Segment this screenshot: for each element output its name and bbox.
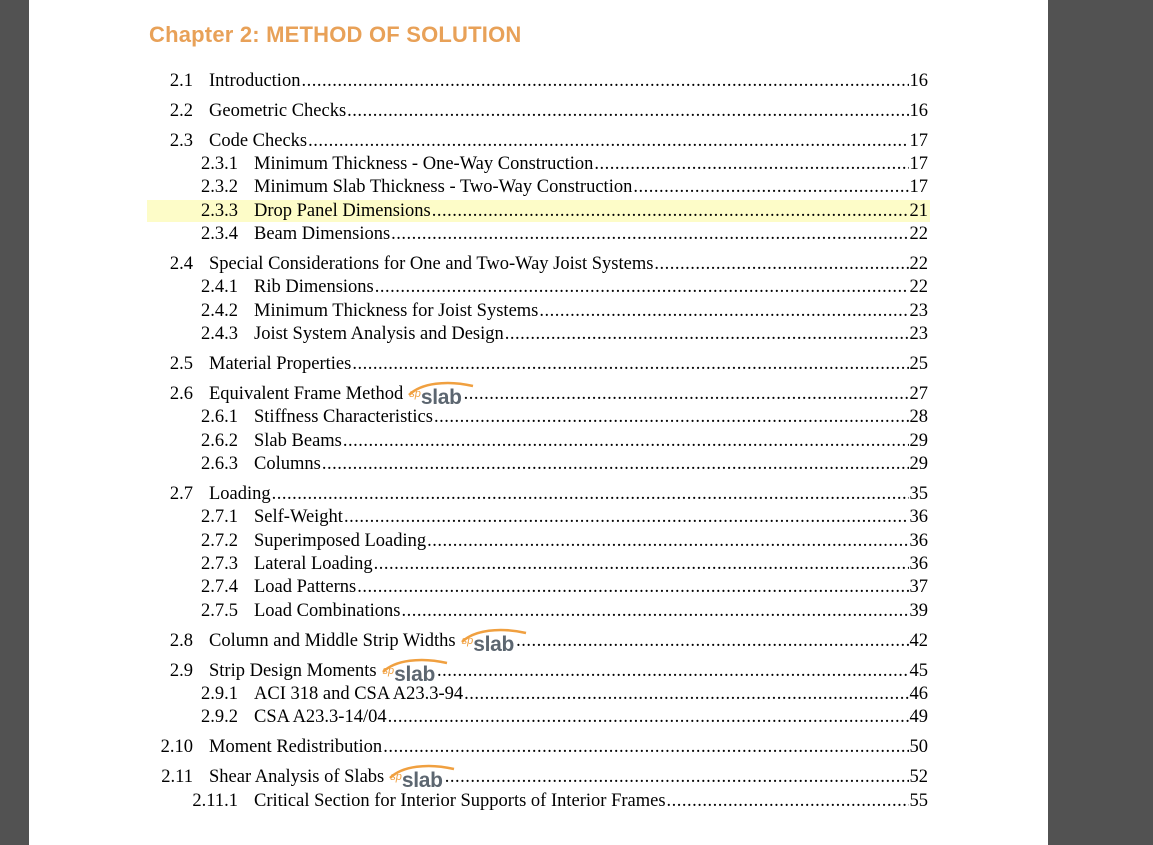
toc-entry[interactable] (29, 790, 1048, 812)
dot-leader (445, 766, 909, 788)
dot-leader (427, 530, 908, 552)
dot-leader (352, 353, 908, 375)
dot-leader (539, 300, 908, 322)
toc-entry[interactable] (29, 200, 1048, 222)
dot-leader (464, 683, 908, 705)
spslab-logo (390, 768, 442, 790)
toc-entry-title: Columns (254, 454, 321, 474)
toc-entry-page: 35 (909, 484, 928, 504)
toc-entry-page: 45 (909, 661, 928, 681)
toc-entry-title: Special Considerations for One and Two-Way Joist Systems (209, 254, 654, 274)
toc-entry[interactable] (29, 736, 1048, 758)
dot-leader (391, 223, 908, 245)
toc-entry[interactable] (29, 483, 1048, 505)
toc-entry-title: Geometric Checks (209, 101, 347, 121)
toc-entry-page: 49 (909, 707, 928, 727)
toc-entry-title: Joist System Analysis and Design (254, 324, 504, 344)
toc-entry-title: Loading (209, 484, 271, 504)
spslab-logo (383, 662, 435, 684)
toc-entry[interactable] (29, 530, 1048, 552)
logo-slab-text: slab (401, 769, 443, 792)
toc-entry-number: 2.6 (169, 384, 193, 404)
toc-entry-page: 29 (909, 454, 928, 474)
logo-slab-text: slab (420, 386, 462, 409)
toc-entry-number: 2.3 (169, 131, 193, 151)
toc-entry-title: Minimum Thickness - One-Way Construction (254, 154, 594, 174)
toc-entry[interactable] (29, 683, 1048, 705)
toc-entry-title: Drop Panel Dimensions (254, 201, 431, 221)
toc-entry-page: 37 (909, 577, 928, 597)
toc-entry-number: 2.7.4 (201, 577, 238, 597)
toc-entry-page: 46 (909, 684, 928, 704)
toc-entry-page: 21 (909, 201, 928, 221)
toc-entry-number: 2.6.1 (201, 407, 238, 427)
dot-leader (347, 100, 908, 122)
toc-entry-number: 2.2 (169, 101, 193, 121)
toc-entry-page: 36 (909, 554, 928, 574)
toc-entry-title: Introduction (209, 71, 301, 91)
dot-leader (308, 130, 908, 152)
dot-leader (301, 70, 908, 92)
toc-entry[interactable] (29, 276, 1048, 298)
toc-entry-page: 27 (909, 384, 928, 404)
toc-entry[interactable] (29, 453, 1048, 475)
toc-entry-page: 16 (909, 71, 928, 91)
logo-sp-text: sp (409, 388, 421, 400)
toc-entry[interactable] (29, 176, 1048, 198)
toc-entry-number: 2.11.1 (192, 791, 238, 811)
dot-leader (633, 176, 908, 198)
toc-entry-number: 2.4.2 (201, 301, 238, 321)
toc-entry[interactable] (29, 630, 1048, 656)
dot-leader (343, 430, 909, 452)
dot-leader (594, 153, 908, 175)
toc-entry-page: 42 (909, 631, 928, 651)
toc-entry-title: Minimum Thickness for Joist Systems (254, 301, 539, 321)
toc-entry-page: 22 (909, 224, 928, 244)
toc-entry-number: 2.3.4 (201, 224, 238, 244)
toc-entry-title: Self-Weight (254, 507, 343, 527)
dot-leader (375, 276, 909, 298)
toc-entry-number: 2.3.2 (201, 177, 238, 197)
toc-entry-title: Column and Middle Strip Widths (209, 631, 456, 651)
toc-entry-page: 16 (909, 101, 928, 121)
toc-entry[interactable] (29, 576, 1048, 598)
toc-entry-number: 2.9 (169, 661, 193, 681)
toc-entry-page: 23 (909, 324, 928, 344)
spslab-logo (409, 385, 461, 407)
dot-leader (516, 630, 908, 652)
dot-leader (374, 553, 909, 575)
toc-entry[interactable] (29, 383, 1048, 409)
dot-leader (388, 706, 909, 728)
toc-entry[interactable] (29, 153, 1048, 175)
toc-entry[interactable] (29, 100, 1048, 122)
toc-entry[interactable] (29, 323, 1048, 345)
toc-entry[interactable] (29, 706, 1048, 728)
toc-entry-number: 2.7.5 (201, 601, 238, 621)
toc-entry-title: Equivalent Frame Method (209, 384, 404, 404)
toc-entry-title: Moment Redistribution (209, 737, 383, 757)
toc-entry-page: 17 (909, 177, 928, 197)
toc-entry-title: Superimposed Loading (254, 531, 427, 551)
toc-entry[interactable] (29, 253, 1048, 275)
toc-entry-number: 2.8 (169, 631, 193, 651)
spslab-logo (462, 632, 514, 654)
toc-entry-page: 36 (909, 531, 928, 551)
toc-entry-page: 52 (909, 767, 928, 787)
dot-leader (437, 660, 909, 682)
toc-entry-page: 22 (909, 254, 928, 274)
toc-entry-page: 50 (909, 737, 928, 757)
toc-entry-number: 2.7.2 (201, 531, 238, 551)
toc-entry-number: 2.7.1 (201, 507, 238, 527)
toc-entry-title: Beam Dimensions (254, 224, 391, 244)
toc-entry-title: Slab Beams (254, 431, 342, 451)
logo-slab-text: slab (394, 663, 435, 686)
dot-leader (344, 506, 909, 528)
toc-entry[interactable] (29, 223, 1048, 245)
toc-entry[interactable] (29, 600, 1048, 622)
toc-entry[interactable] (29, 766, 1048, 792)
toc-entry-title: Lateral Loading (254, 554, 373, 574)
toc-entry-number: 2.5 (169, 354, 193, 374)
toc-entry-title: Minimum Slab Thickness - Two-Way Construction (254, 177, 633, 197)
toc-entry-title: CSA A23.3-14/04 (254, 707, 387, 727)
toc-entry-title: Material Properties (209, 354, 352, 374)
toc-entry[interactable] (29, 130, 1048, 152)
dot-leader (322, 453, 909, 475)
toc-entry-page: 55 (909, 791, 928, 811)
logo-sp-text: sp (390, 771, 402, 783)
dot-leader (401, 600, 908, 622)
toc-entry-number: 2.4.3 (201, 324, 238, 344)
toc-entry-page: 17 (909, 131, 928, 151)
toc-entry[interactable] (29, 300, 1048, 322)
toc-entry-title: Critical Section for Interior Supports of Interior Frames (254, 791, 666, 811)
toc-entry-number: 2.7 (169, 484, 193, 504)
toc-entry[interactable] (29, 660, 1048, 686)
toc-entry-number: 2.1 (169, 71, 193, 91)
toc-entry-page: 36 (909, 507, 928, 527)
toc-entry-page: 23 (909, 301, 928, 321)
toc-entry-number: 2.4.1 (201, 277, 238, 297)
toc-entry-page: 29 (909, 431, 928, 451)
toc-entry-number: 2.3.3 (201, 201, 238, 221)
dot-leader (383, 736, 908, 758)
dot-leader (667, 790, 909, 812)
toc-entry-title: Shear Analysis of Slabs (209, 767, 385, 787)
toc-entry-number: 2.7.3 (201, 554, 238, 574)
toc-entry-number: 2.3.1 (201, 154, 238, 174)
toc-entry-title: Rib Dimensions (254, 277, 374, 297)
toc-entry-title: Load Patterns (254, 577, 357, 597)
logo-sp-text: sp (461, 635, 474, 647)
dot-leader (432, 200, 909, 222)
toc-entry-number: 2.6.3 (201, 454, 238, 474)
chapter-title: Chapter 2: METHOD OF SOLUTION (149, 22, 522, 47)
toc-entry-number: 2.9.1 (201, 684, 238, 704)
toc-entry[interactable] (29, 506, 1048, 528)
toc-entry-title: Load Combinations (254, 601, 401, 621)
toc-entry[interactable] (29, 430, 1048, 452)
toc-entry-number: 2.9.2 (201, 707, 238, 727)
toc-entry-page: 28 (909, 407, 928, 427)
toc-entry[interactable] (29, 353, 1048, 375)
toc-entry-title: Stiffness Characteristics (254, 407, 433, 427)
logo-slab-text: slab (473, 633, 515, 656)
dot-leader (505, 323, 909, 345)
toc-entry[interactable] (29, 406, 1048, 428)
toc-entry-page: 17 (909, 154, 928, 174)
toc-entry-number: 2.11 (161, 767, 193, 787)
toc-entry-page: 25 (909, 354, 928, 374)
toc-entry[interactable] (29, 553, 1048, 575)
dot-leader (272, 483, 909, 505)
toc-entry-title: Code Checks (209, 131, 308, 151)
toc-entry-number: 2.6.2 (201, 431, 238, 451)
toc-entry-title: Strip Design Moments (209, 661, 377, 681)
toc-entry-page: 22 (909, 277, 928, 297)
document-page (29, 0, 1048, 845)
toc-entry[interactable] (29, 70, 1048, 92)
toc-entry-number: 2.4 (169, 254, 193, 274)
toc-entry-page: 39 (909, 601, 928, 621)
toc-entry-number: 2.10 (160, 737, 193, 757)
dot-leader (434, 406, 909, 428)
dot-leader (464, 383, 909, 405)
logo-sp-text: sp (382, 665, 395, 677)
toc-entry-title: ACI 318 and CSA A23.3-94 (254, 684, 464, 704)
dot-leader (654, 253, 908, 275)
dot-leader (357, 576, 908, 598)
